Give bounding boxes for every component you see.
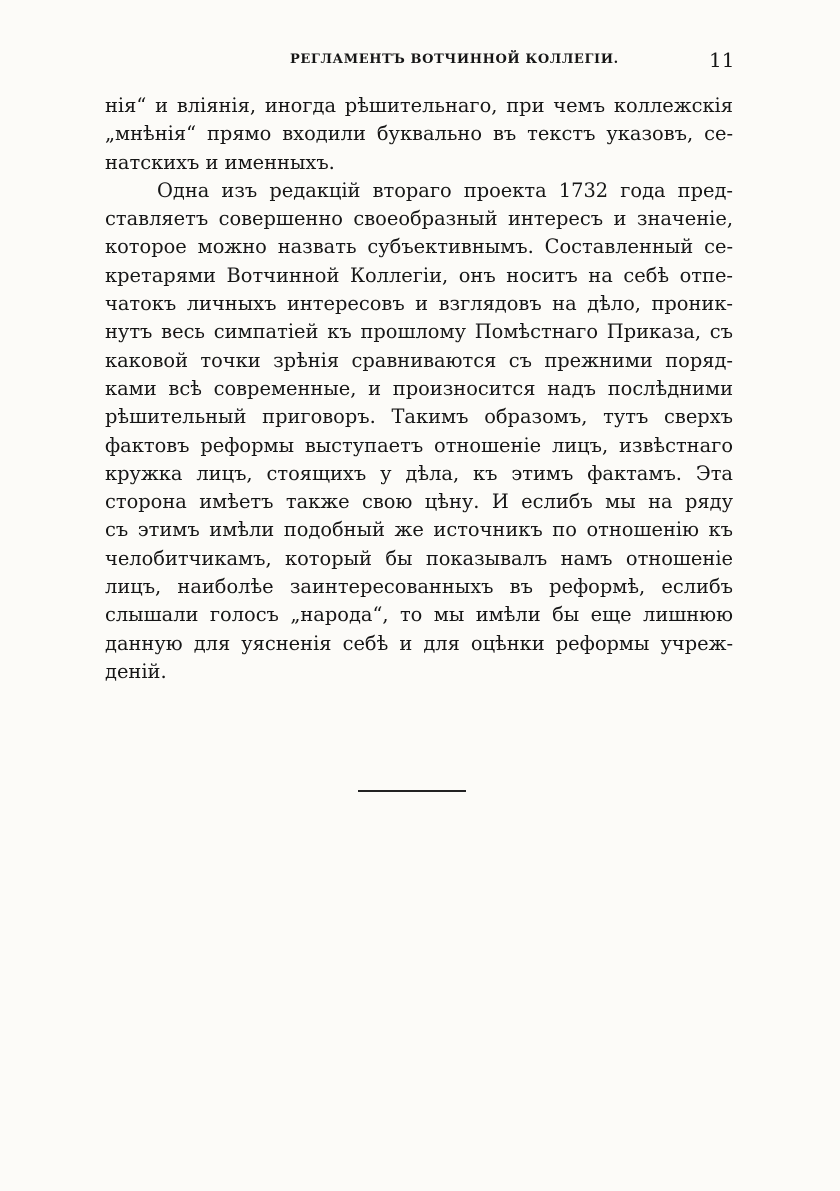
text-line: Одна изъ редакцій втораго проекта 1732 года пред- — [157, 178, 733, 202]
text-line: данную для уясненія себѣ и для оцѣнки реформы учреж- — [105, 631, 733, 655]
text-line: челобитчикамъ, который бы показывалъ намъ отношеніе — [105, 546, 733, 570]
running-head: РЕГЛАМЕНТЪ ВОТЧИННОЙ КОЛЛЕГІИ. — [290, 52, 619, 67]
text-line: лицъ, наиболѣе заинтересованныхъ въ реформѣ, еслибъ — [105, 575, 733, 599]
text-line: сторона имѣетъ также свою цѣну. И еслибъ мы на ряду — [105, 490, 733, 514]
text-line: нія“ и вліянія, иногда рѣшительнаго, при чемъ коллежскія — [105, 94, 733, 117]
text-line: ставляетъ совершенно своеобразный интересъ и значеніе, — [105, 207, 733, 231]
text-line: ками всѣ современные, и произносится надъ послѣдними — [105, 376, 733, 400]
text-line: каковой точки зрѣнія сравниваются съ прежними поряд- — [105, 348, 733, 372]
text-line: кретарями Вотчинной Коллегіи, онъ носитъ на себѣ отпе- — [105, 263, 733, 287]
text-line: деній. — [105, 659, 167, 683]
page-number: 11 — [709, 48, 735, 72]
text-line: „мнѣнія“ прямо входили буквально въ текстъ указовъ, се- — [105, 122, 733, 146]
text-line: фактовъ реформы выступаетъ отношеніе лицъ, извѣстнаго — [105, 433, 733, 457]
text-line: нутъ весь симпатіей къ прошлому Помѣстнаго Приказа, съ — [105, 320, 733, 344]
paragraph-1 — [105, 92, 733, 177]
body-text — [105, 92, 733, 686]
text-line: натскихъ и именныхъ. — [105, 150, 335, 174]
paragraph-2 — [105, 177, 733, 686]
text-line: кружка лицъ, стоящихъ у дѣла, къ этимъ фактамъ. Эта — [105, 461, 733, 485]
text-line: которое можно назвать субъективнымъ. Составленный се- — [105, 235, 733, 259]
text-line: съ этимъ имѣли подобный же источникъ по отношенію къ — [105, 518, 733, 542]
text-line: рѣшительный приговоръ. Такимъ образомъ, тутъ сверхъ — [105, 405, 733, 429]
text-line: слышали голосъ „народа“, то мы имѣли бы еще лишнюю — [105, 603, 733, 627]
section-end-rule — [358, 790, 466, 792]
text-line: чатокъ личныхъ интересовъ и взглядовъ на дѣло, проник- — [105, 292, 733, 316]
